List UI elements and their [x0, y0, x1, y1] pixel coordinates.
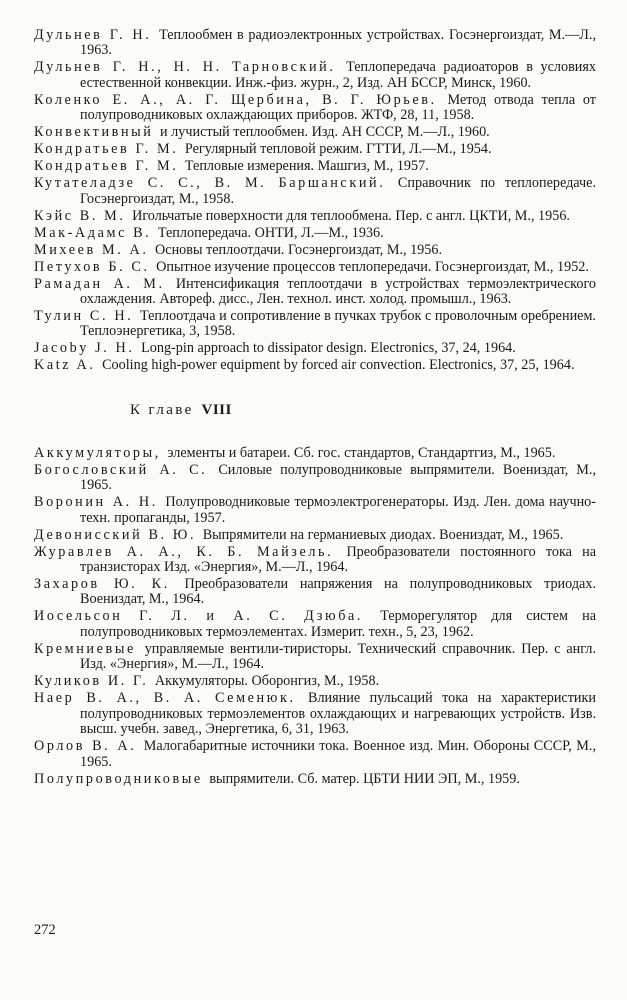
- reference-text: Влияние пульсаций тока на характеристики полупроводниковых термоэлементов охлаждающих и нагревающих устройств. Изв. высш. учебн. завед., Энергетика, 6, 31, 1963.: [80, 690, 596, 738]
- reference-entry: [34, 528, 596, 543]
- reference-entry: [34, 495, 596, 526]
- reference-entry: [34, 674, 596, 689]
- reference-author: Михеев М. А.: [34, 241, 149, 258]
- reference-author: Мак-Адамс В.: [34, 224, 152, 241]
- reference-text: элементы и батареи. Сб. гос. стандартов, Стандартгиз, М., 1965.: [167, 444, 556, 461]
- reference-text: Аккумуляторы. Оборонгиз, М., 1958.: [154, 673, 380, 690]
- reference-author: Тулин С. Н.: [34, 308, 134, 325]
- page-number: 272: [34, 922, 56, 938]
- reference-author: Кондратьев Г. М.: [34, 141, 179, 158]
- reference-entry: [34, 772, 596, 787]
- reference-author: Журавлев А. А., К. Б. Майзель.: [34, 543, 334, 560]
- reference-entry: [34, 209, 596, 224]
- reference-entry: [34, 463, 596, 494]
- reference-entry: [34, 309, 596, 340]
- reference-author: Наер В. А., В. А. Семенюк.: [34, 690, 296, 707]
- reference-entry: [34, 358, 596, 373]
- reference-text: Интенсификация теплоотдачи в устройствах термоэлектрического охлаждения. Автореф. дисс., Лен. технол. инст. холод. промышл., 1963.: [80, 275, 597, 308]
- reference-text: Полупроводниковые термоэлектрогенераторы. Изд. Лен. дома научно-техн. пропаганды, 1957.: [80, 494, 596, 526]
- reference-entry: [34, 446, 596, 461]
- reference-entry: [34, 93, 596, 124]
- reference-list-top: [34, 28, 596, 374]
- reference-text: Преобразователи постоянного тока на транзисторах Изд. «Энергия», М.—Л., 1964.: [80, 543, 597, 576]
- reference-author: Захаров Ю. К.: [34, 576, 170, 593]
- reference-author: Коленко Е. А., А. Г. Щербина, В. Г. Юрьев.: [34, 91, 437, 108]
- chapter-heading-word: К главе: [130, 401, 194, 418]
- chapter-heading-number: VIII: [201, 401, 232, 418]
- reference-text: выпрямители. Сб. матер. ЦБТИ НИИ ЭП, М., 1959.: [209, 770, 520, 787]
- reference-author: Аккумуляторы,: [34, 444, 161, 461]
- reference-entry: [34, 243, 596, 258]
- reference-entry: [34, 28, 596, 59]
- reference-author: Конвективный: [34, 124, 154, 141]
- reference-text: Метод отвода тепла от полупроводниковых охлаждающих приборов. ЖТФ, 28, 11, 1958.: [80, 91, 597, 124]
- reference-author: Полупроводниковые: [34, 770, 203, 787]
- reference-author: Кутателадзе С. С., В. М. Баршанский.: [34, 175, 386, 192]
- reference-author: Дульнев Г. Н., Н. Н. Тарновский.: [34, 59, 336, 76]
- reference-author: Jacoby J. H.: [34, 340, 135, 357]
- reference-text: Малогабаритные источники тока. Военное изд. Мин. Обороны СССР, М., 1965.: [80, 738, 596, 770]
- reference-text: Теплообмен в радиоэлектронных устройствах. Госэнергоиздат, М.—Л., 1963.: [80, 27, 596, 59]
- reference-author: Кремниевые: [34, 640, 136, 657]
- reference-text: Теплопередача. ОНТИ, Л.—М., 1936.: [157, 224, 384, 241]
- reference-author: Богословский А. С.: [34, 461, 208, 478]
- reference-text: Преобразователи напряжения на полупроводниковых триодах. Воениздат, М., 1964.: [80, 576, 596, 608]
- reference-entry: [34, 691, 596, 737]
- reference-entry: [34, 142, 596, 157]
- reference-entry: [34, 60, 596, 91]
- reference-text: Игольчатые поверхности для теплообмена. Пер. с англ. ЦКТИ, М., 1956.: [132, 207, 570, 224]
- reference-author: Katz A.: [34, 357, 96, 374]
- reference-entry: [34, 159, 596, 174]
- reference-author: Рамадан А. М.: [34, 275, 165, 292]
- reference-entry: [34, 176, 596, 207]
- reference-entry: [34, 125, 596, 140]
- reference-text: Теплоотдача и сопротивление в пучках трубок с проволочным оребрением. Теплоэнергетика, 3, 1958.: [80, 308, 596, 340]
- reference-text: Cooling high-power equipment by forced air convection. Electronics, 37, 25, 1964.: [102, 357, 575, 374]
- reference-entry: [34, 341, 596, 356]
- reference-text: управляемые вентили-тиристоры. Технический справочник. Пер. с англ. Изд. «Энергия», М.—Л., 1964.: [80, 640, 596, 673]
- reference-text: Опытное изучение процессов теплопередачи. Госэнергоиздат, М., 1952.: [156, 258, 589, 275]
- reference-entry: [34, 739, 596, 770]
- reference-author: Девонисский В. Ю.: [34, 526, 197, 543]
- reference-text: Основы теплоотдачи. Госэнергоиздат, М., 1956.: [155, 241, 443, 258]
- reference-text: и лучистый теплообмен. Изд. АН СССР, М.—Л., 1960.: [160, 124, 490, 141]
- reference-author: Орлов В. А.: [34, 738, 137, 755]
- reference-text: Регулярный тепловой режим. ГТТИ, Л.—М., 1954.: [184, 141, 492, 158]
- reference-text: Справочник по теплопередаче. Госэнергоиздат, М., 1958.: [80, 175, 596, 207]
- reference-entry: [34, 277, 596, 308]
- reference-entry: [34, 609, 596, 640]
- reference-entry: [34, 260, 596, 275]
- reference-text: Выпрямители на германиевых диодах. Воениздат, М., 1965.: [202, 526, 564, 543]
- reference-author: Кэйс В. М.: [34, 207, 126, 224]
- reference-entry: [34, 545, 596, 576]
- reference-author: Дульнев Г. Н.: [34, 27, 152, 43]
- reference-entry: [34, 577, 596, 608]
- reference-author: Воронин А. Н.: [34, 494, 158, 511]
- reference-author: Иосельсон Г. Л. и А. С. Дзюба.: [34, 608, 364, 625]
- reference-text: Long-pin approach to dissipator design. Electronics, 37, 24, 1964.: [141, 340, 516, 357]
- reference-author: Куликов И. Г.: [34, 673, 149, 690]
- reference-text: Силовые полупроводниковые выпрямители. Воениздат, М., 1965.: [80, 461, 597, 494]
- chapter-heading: [130, 401, 596, 419]
- reference-list-chapter-viii: [34, 446, 596, 787]
- reference-text: Теплопередача радиоаторов в условиях естественной конвекции. Инж.-физ. журн., 2, Изд. АН БССР, Минск, 1960.: [80, 59, 596, 91]
- reference-author: Кондратьев Г. М.: [34, 158, 179, 175]
- reference-entry: [34, 226, 596, 241]
- reference-entry: [34, 642, 596, 673]
- reference-author: Петухов Б. С.: [34, 258, 150, 275]
- bibliography-page: [34, 28, 596, 787]
- reference-text: Терморегулятор для систем на полупроводниковых термоэлементах. Измерит. техн., 5, 23, 1962.: [80, 608, 597, 640]
- reference-text: Тепловые измерения. Машгиз, М., 1957.: [184, 158, 429, 175]
